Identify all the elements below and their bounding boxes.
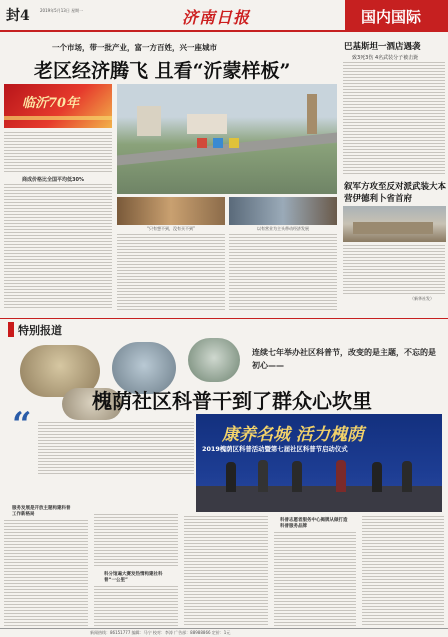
bottom-col2a xyxy=(94,514,178,568)
section-divider xyxy=(0,318,448,319)
special-label-bar xyxy=(8,322,14,337)
main-body-col1a xyxy=(4,132,112,174)
aerial-city-photo xyxy=(117,84,337,194)
side-headline-1: 巴基斯坦一酒店遇袭 xyxy=(344,42,421,52)
subhead-bottom-1: 服务发展是开放主题构建科普工作新格局 xyxy=(12,506,71,517)
bottom-col5 xyxy=(362,516,444,626)
side-body-1 xyxy=(343,62,445,176)
celebration-photo xyxy=(4,84,112,128)
bottom-col3 xyxy=(184,516,268,626)
market-stall-1 xyxy=(197,138,207,148)
person-5 xyxy=(372,462,382,492)
person-2 xyxy=(258,460,268,492)
page-number: 封4 xyxy=(6,8,30,24)
photo-caption-3: 以有营业为主头带动经济发展 xyxy=(257,226,309,231)
building-2 xyxy=(187,114,227,134)
photo-caption-2: “只有想不到，没有买不到” xyxy=(146,226,196,231)
business-photo xyxy=(229,197,337,225)
subhead-price: 商成价格比全国平均低30% xyxy=(22,177,84,183)
intro-text xyxy=(38,422,194,476)
quote-mark: “ xyxy=(12,405,32,445)
tower xyxy=(307,94,317,134)
bottom-col4 xyxy=(274,532,356,626)
road xyxy=(117,132,337,165)
main-body-col1b xyxy=(4,184,112,310)
section-title: 国内国际 xyxy=(361,8,422,26)
person-6 xyxy=(402,461,412,492)
market-shopping-photo xyxy=(117,197,225,225)
side-body-2 xyxy=(343,245,445,295)
decor-stripe xyxy=(4,116,112,120)
special-headline: 槐荫社区科普干到了群众心坎里 xyxy=(92,389,372,413)
side-headline-2: 叙军方攻至反对派武装大本营伊德利卜省首府 xyxy=(344,182,447,204)
date-line: 2019年5月13日 星期一 xyxy=(40,8,84,13)
subhead-bottom-2: 科分馆遍大赛发热情构建社科普“一公里” xyxy=(104,572,163,583)
header-rule xyxy=(0,30,448,32)
side-caption-2: （新华社发） xyxy=(410,296,434,301)
person-3 xyxy=(292,461,302,492)
market-stall-2 xyxy=(213,138,223,148)
footer-rule xyxy=(0,628,448,629)
banner-event-title: 2019槐荫区科普活动暨第七届社区科普节启动仪式 xyxy=(202,445,348,453)
person-4 xyxy=(336,460,346,492)
masthead: 济南日报 xyxy=(182,8,251,27)
ruins xyxy=(353,222,433,234)
syria-photo xyxy=(343,206,446,242)
experiment-photo xyxy=(188,338,240,382)
main-headline: 老区经济腾飞 且看“沂蒙样板” xyxy=(34,60,291,82)
building-1 xyxy=(137,106,161,136)
main-kicker: 一个市场，带一批产业，富一方百姓，兴一座城市 xyxy=(52,43,217,52)
page-header xyxy=(0,0,448,32)
banner-slogan: 康养名城 活力槐荫 xyxy=(222,425,364,445)
main-body-col3 xyxy=(229,234,337,310)
person-1 xyxy=(226,462,236,492)
main-body-col2 xyxy=(117,234,225,310)
footer-info: 新闻热线：86151777 编辑：马宁 校对：李涛 广告部：88988866 定价：1元 xyxy=(90,630,231,635)
special-label: 特别报道 xyxy=(18,324,62,337)
photo-overlay-title: 临沂70年 xyxy=(22,96,80,111)
side-subhead-1: 致3死3伤 4名武装分子被击毙 xyxy=(352,55,419,61)
launch-ceremony-photo xyxy=(196,414,442,512)
market-stall-3 xyxy=(229,138,239,148)
section-tab xyxy=(345,0,448,30)
bottom-col2b xyxy=(94,586,178,626)
subhead-bottom-3: 科普志愿者服务中心揭牌从做打造科普服务品牌 xyxy=(280,518,348,529)
bottom-col1 xyxy=(4,520,88,626)
special-deck: 连续七年举办社区科普节，改变的是主题，不忘的是初心—— xyxy=(252,348,436,370)
